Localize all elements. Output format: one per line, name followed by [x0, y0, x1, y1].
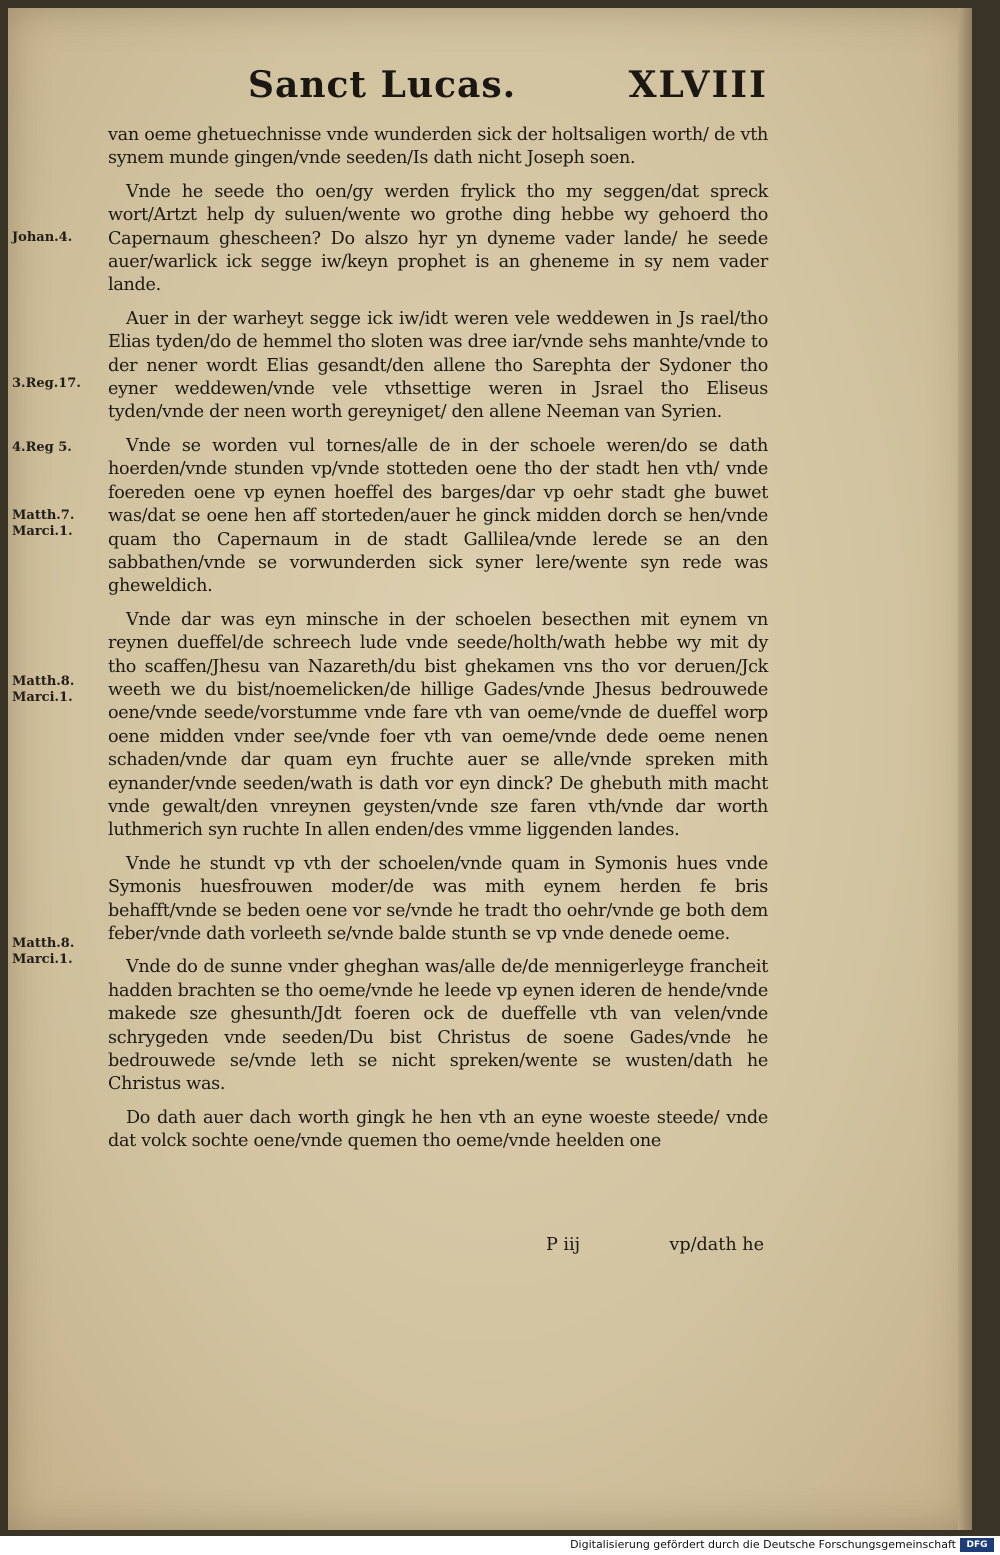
paragraph: Do dath auer dach worth gingk he hen vth an eyne woeste steede/ vnde dat volck sochte oene/vnde quemen tho oeme/vnde heelden one	[108, 1107, 768, 1152]
signature-mark: P iij	[546, 1235, 581, 1255]
margin-notes	[8, 8, 108, 1508]
paragraph: Vnde do de sunne vnder gheghan was/alle de/de mennigerleyge francheit hadden brachten se tho oeme/vnde he leede vp eynen ideren de hende/vnde makede sze ghesunth/Jdt foeren ock de dueffelle vth van velen/vnde schrygeden vnde seeden/Du bist Christus de soene Gades/vnde he bedrouwede se/vnde leth se nicht spreken/wente se wusten/dath he Christus was.	[108, 957, 768, 1095]
footer-bar	[0, 1536, 1000, 1555]
folio-number: XLVIII	[628, 64, 768, 106]
funding-credit: Digitalisierung gefördert durch die Deutsche Forschungsgemeinschaft	[570, 1538, 956, 1551]
page-edge	[958, 8, 972, 1530]
paragraph: Vnde se worden vul tornes/alle de in der schoele weren/do se dath hoerden/vnde stunden vp/vnde stotteden oene tho der stadt hen vth/ vnde foereden oene vp eynen hoeffel des barges/dar vp oehr stadt ghe buwet was/dat se oene hen aff storteden/auer he ginck midden dorch se hen/vnde quam tho Capernaum in de stadt Gallilea/vnde lerede se an den sabbathen/vnde se vorwunderden sick syner lere/wente syn rede was gheweldich.	[108, 435, 768, 597]
margin-note: Johan.4.	[12, 230, 73, 245]
margin-note: 3.Reg.17.	[12, 376, 81, 391]
page-title: Sanct Lucas.	[248, 64, 517, 106]
paragraph: Vnde he stundt vp vth der schoelen/vnde quam in Symonis hues vnde Symonis huesfrouwen moder/de was mith eynem herden fe bris behafft/vnde se beden oene vor se/vnde he tradt tho oehr/vnde ge both dem feber/vnde dath vorleeth se/vnde balde stunth se vp vnde denede oeme.	[108, 853, 768, 944]
main-text	[108, 124, 768, 1164]
margin-note: Matth.8. Marci.1.	[12, 936, 75, 967]
margin-note: Matth.7. Marci.1.	[12, 508, 75, 539]
paragraph: Auer in der warheyt segge ick iw/idt weren vele weddewen in Js rael/tho Elias tyden/do de hemmel tho sloten was dree iar/vnde sehs manhte/vnde to der nener wordt Elias gesandt/den allene tho Sarephta der Sydoner tho eyner weddewen/vnde vele vthsettige weren in Jsrael tho Eliseus tyden/vnde der neen worth gereyniget/ den allene Neeman van Syrien.	[108, 308, 768, 423]
paragraph: Vnde he seede tho oen/gy werden frylick tho my seggen/dat spreck wort/Artzt help dy suluen/wente wo grothe ding hebbe wy gehoerd tho Capernaum ghescheen? Do alszo hyr yn dyneme vader lande/ he seede auer/warlick ick segge iw/keyn prophet is an gheneme in sy nem vader lande.	[108, 181, 768, 296]
book-page	[8, 8, 970, 1530]
catch-line	[108, 1235, 768, 1261]
paragraph: Vnde dar was eyn minsche in der schoelen besecthen mit eynem vn reynen dueffel/de schreech lude vnde seede/holth/wath hebbe wy mit dy tho scaffen/Jhesu van Nazareth/du bist ghekamen vns tho vor deruen/Jck weeth we du bist/noemelicken/de hillige Gades/vnde Jhesus bedrouwede oene/vnde seede/vorstumme vnde fare vth van oeme/vnde de dueffel worp oene midden vnder see/vnde foer vth van oeme/vnde dede oeme nenen schaden/vnde dar quam eyn fruchte auer se alle/vnde spreken mith eynander/vnde seeden/wath is dath vor eyn dinck? De ghebuth mith macht vnde gewalt/den vnreynen geysten/vnde sze faren vth/vnde dar worth luthmerich syn ruchte In allen enden/des vmme liggenden landes.	[108, 609, 768, 841]
dfg-logo[interactable]: DFG	[960, 1538, 994, 1552]
catchword: vp/dath he	[669, 1235, 764, 1255]
margin-note: Matth.8. Marci.1.	[12, 674, 75, 705]
margin-note: 4.Reg 5.	[12, 440, 72, 455]
paragraph: van oeme ghetuechnisse vnde wunderden sick der holtsaligen worth/ de vth synem munde gingen/vnde seeden/Is dath nicht Joseph soen.	[108, 125, 768, 169]
running-head	[248, 64, 768, 124]
